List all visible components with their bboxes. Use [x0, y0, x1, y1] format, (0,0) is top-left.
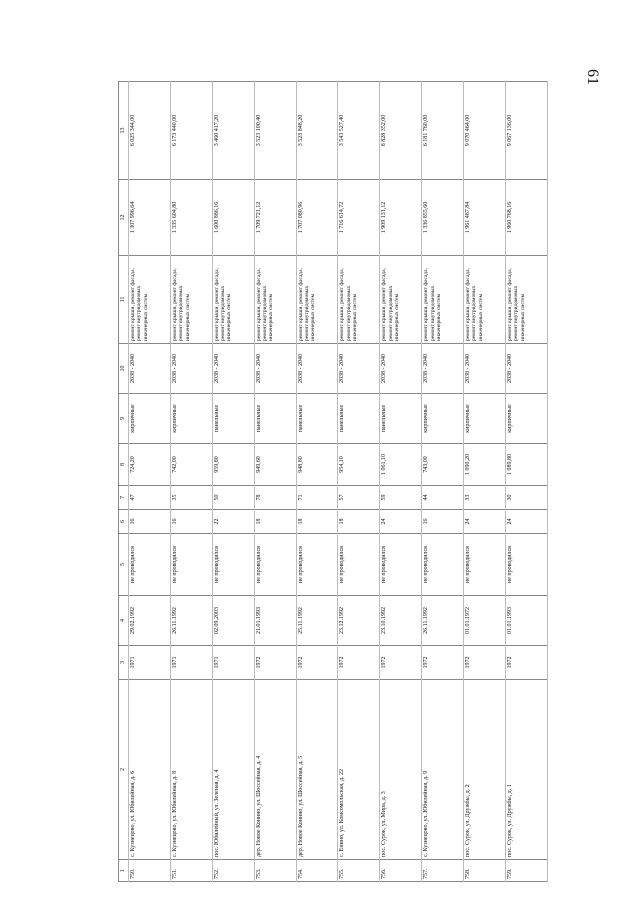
cell-c7: 35	[170, 486, 212, 510]
cell-n: 755.	[338, 860, 380, 882]
cell-date: 26.11.1992	[170, 596, 212, 646]
cell-area: 959,80	[212, 444, 254, 486]
column-header: 11	[119, 256, 129, 344]
cell-period: 2038 - 2040	[212, 344, 254, 394]
cell-year: 1971	[170, 646, 212, 680]
cell-area: 1 061,10	[380, 444, 422, 486]
cell-works: ремонт крыши, ремонт фасада, ремонт внутридомовых инженерных систем	[380, 256, 422, 344]
cell-n: 751.	[170, 860, 212, 882]
cell-works: ремонт крыши, ремонт фасада, ремонт внутридомовых инженерных систем	[506, 256, 548, 344]
cell-area: 948,80	[296, 444, 338, 486]
cell-date: 26.11.1992	[422, 596, 464, 646]
column-header: 12	[119, 180, 129, 256]
table-row	[129, 82, 171, 882]
column-header: 4	[119, 596, 129, 646]
cell-c7: 59	[380, 486, 422, 510]
cell-n: 753.	[254, 860, 296, 882]
cell-c12: 1 707 080,96	[296, 180, 338, 256]
cell-area: 954,10	[338, 444, 380, 486]
cell-c13: 3 543 527,40	[338, 82, 380, 180]
cell-c13: 3 523 848,20	[296, 82, 338, 180]
cell-period: 2038 - 2040	[170, 344, 212, 394]
table-body	[129, 82, 548, 882]
cell-date: 01.01.1972	[464, 596, 506, 646]
table-row	[422, 82, 464, 882]
cell-address: дер. Новое Коннно, ул. Шоссейная, д. 5	[296, 680, 338, 860]
cell-works: ремонт крыши, ремонт фасада, ремонт внутридомовых инженерных систем	[212, 256, 254, 344]
cell-year: 1972	[254, 646, 296, 680]
cell-year: 1972	[422, 646, 464, 680]
cell-repair: не проводился	[506, 534, 548, 596]
cell-period: 2038 - 2040	[506, 344, 548, 394]
cell-period: 2038 - 2040	[296, 344, 338, 394]
cell-c12: 1 307 996,64	[129, 180, 171, 256]
cell-repair: не проводился	[129, 534, 171, 596]
table-row	[464, 82, 506, 882]
cell-repair: не проводился	[212, 534, 254, 596]
cell-area: 743,00	[422, 444, 464, 486]
cell-c7: 78	[254, 486, 296, 510]
cell-c12: 1 716 614,72	[338, 180, 380, 256]
cell-heat: панельные	[296, 394, 338, 444]
cell-period: 2038 - 2040	[380, 344, 422, 394]
cell-works: ремонт крыши, ремонт фасада, ремонт внутридомовых инженерных систем	[422, 256, 464, 344]
cell-period: 2038 - 2040	[422, 344, 464, 394]
cell-c6: 18	[254, 510, 296, 534]
cell-period: 2038 - 2040	[338, 344, 380, 394]
cell-works: ремонт крыши, ремонт фасада, ремонт внутридомовых инженерных систем	[338, 256, 380, 344]
cell-c13: 6 173 440,00	[170, 82, 212, 180]
column-header: 9	[119, 394, 129, 444]
cell-works: ремонт крыши, ремонт фасада, ремонт внутридомовых инженерных систем	[129, 256, 171, 344]
table-row	[296, 82, 338, 882]
cell-period: 2038 - 2040	[464, 344, 506, 394]
cell-c7: 50	[212, 486, 254, 510]
cell-heat: кирпичные	[129, 394, 171, 444]
cell-c6: 16	[170, 510, 212, 534]
cell-year: 1971	[212, 646, 254, 680]
cell-c6: 18	[296, 510, 338, 534]
cell-n: 754.	[296, 860, 338, 882]
cell-n: 757.	[422, 860, 464, 882]
cell-c6: 24	[506, 510, 548, 534]
cell-c12: 1 961 487,84	[464, 180, 506, 256]
cell-address: с. Кузнецово, ул. Юбилейная, д. 9	[422, 680, 464, 860]
cell-n: 752.	[212, 860, 254, 882]
cell-c12: 1 335 604,80	[170, 180, 212, 256]
cell-c13: 3 523 100,40	[254, 82, 296, 180]
cell-year: 1972	[338, 646, 380, 680]
cell-heat: кирпичные	[464, 394, 506, 444]
column-header: 5	[119, 534, 129, 596]
cell-address: с. Кузнецово, ул. Юбилейная, д. 6	[129, 680, 171, 860]
cell-repair: не проводился	[380, 534, 422, 596]
cell-period: 2038 - 2040	[129, 344, 171, 394]
cell-area: 1 089,80	[506, 444, 548, 486]
column-header: 10	[119, 344, 129, 394]
table-row	[338, 82, 380, 882]
cell-repair: не проводился	[464, 534, 506, 596]
cell-address: с. Кузнецово, ул. Юбилейная, д. 8	[170, 680, 212, 860]
table-row	[170, 82, 212, 882]
column-header: 13	[119, 82, 129, 180]
cell-n: 756.	[380, 860, 422, 882]
cell-heat: кирпичные	[422, 394, 464, 444]
cell-c6: 22	[212, 510, 254, 534]
cell-c6: 24	[380, 510, 422, 534]
cell-c6: 24	[464, 510, 506, 534]
cell-heat: кирпичные	[170, 394, 212, 444]
table-row	[506, 82, 548, 882]
cell-c12: 1 600 886,16	[212, 180, 254, 256]
cell-c12: 1 709 721,12	[254, 180, 296, 256]
cell-heat: панельные	[380, 394, 422, 444]
cell-date: 01.01.1993	[506, 596, 548, 646]
cell-c7: 47	[129, 486, 171, 510]
cell-c12: 1 909 131,12	[380, 180, 422, 256]
cell-c13: 6 181 760,00	[422, 82, 464, 180]
cell-works: ремонт крыши, ремонт фасада, ремонт внутридомовых инженерных систем	[296, 256, 338, 344]
cell-heat: кирпичные	[506, 394, 548, 444]
cell-date: 21.01.1993	[254, 596, 296, 646]
table-row	[212, 82, 254, 882]
cell-address: пос. Сурок, ул. Дружбы, д. 1	[506, 680, 548, 860]
cell-year: 1972	[296, 646, 338, 680]
cell-date: 23.12.1992	[338, 596, 380, 646]
cell-area: 742,00	[170, 444, 212, 486]
cell-c6: 16	[422, 510, 464, 534]
table-row	[380, 82, 422, 882]
cell-c7: 33	[464, 486, 506, 510]
cell-c6: 16	[129, 510, 171, 534]
cell-date: 02.09.2003	[212, 596, 254, 646]
cell-c7: 71	[296, 486, 338, 510]
cell-c7: 44	[422, 486, 464, 510]
cell-date: 29.02.1992	[129, 596, 171, 646]
cell-c7: 57	[338, 486, 380, 510]
cell-works: ремонт крыши, ремонт фасада, ремонт внутридомовых инженерных систем	[464, 256, 506, 344]
cell-area: 724,20	[129, 444, 171, 486]
column-header: 6	[119, 510, 129, 534]
column-header: 2	[119, 680, 129, 860]
cell-year: 1972	[380, 646, 422, 680]
cell-c13: 3 460 417,20	[212, 82, 254, 180]
cell-heat: панельные	[254, 394, 296, 444]
column-header: 3	[119, 646, 129, 680]
cell-year: 1971	[129, 646, 171, 680]
cell-c7: 30	[506, 486, 548, 510]
cell-area: 1 090,20	[464, 444, 506, 486]
cell-date: 25.11.1992	[296, 596, 338, 646]
cell-address: пос. Сурок, ул. Дружбы, д. 2	[464, 680, 506, 860]
cell-repair: не проводился	[338, 534, 380, 596]
cell-repair: не проводился	[296, 534, 338, 596]
cell-year: 1972	[464, 646, 506, 680]
cell-c12: 1 960 768,16	[506, 180, 548, 256]
cell-address: пос. Юбилейный, ул. Зеленая, д. 4	[212, 680, 254, 860]
cell-works: ремонт крыши, ремонт фасада, ремонт внутридомовых инженерных систем	[170, 256, 212, 344]
cell-n: 758.	[464, 860, 506, 882]
cell-c6: 18	[338, 510, 380, 534]
column-header: 7	[119, 486, 129, 510]
cell-works: ремонт крыши, ремонт фасада, ремонт внутридомовых инженерных систем	[254, 256, 296, 344]
table-row	[254, 82, 296, 882]
cell-n: 750.	[129, 860, 171, 882]
cell-c13: 6 025 344,00	[129, 82, 171, 180]
cell-year: 1972	[506, 646, 548, 680]
cell-c13: 9 070 464,00	[464, 82, 506, 180]
cell-repair: не проводился	[254, 534, 296, 596]
column-header: 8	[119, 444, 129, 486]
cell-date: 23.10.1992	[380, 596, 422, 646]
column-number-row	[119, 82, 129, 882]
housing-repair-table	[118, 81, 548, 882]
cell-repair: не проводился	[422, 534, 464, 596]
rotated-table-container	[118, 82, 548, 882]
cell-address: дер. Новое Коннно, ул. Шоссейная, д. 4	[254, 680, 296, 860]
cell-period: 2038 - 2040	[254, 344, 296, 394]
cell-repair: не проводился	[170, 534, 212, 596]
cell-heat: панельные	[338, 394, 380, 444]
cell-address: пос. Сурок, ул. Мира, д. 3	[380, 680, 422, 860]
cell-c13: 9 067 136,00	[506, 82, 548, 180]
column-header: 1	[119, 860, 129, 882]
cell-area: 949,60	[254, 444, 296, 486]
cell-c12: 1 336 855,60	[422, 180, 464, 256]
cell-heat: панельные	[212, 394, 254, 444]
page-number: 61	[584, 69, 601, 85]
cell-address: с. Енино, ул. Комсомольская, д. 22	[338, 680, 380, 860]
cell-n: 759.	[506, 860, 548, 882]
cell-c13: 8 828 352,00	[380, 82, 422, 180]
